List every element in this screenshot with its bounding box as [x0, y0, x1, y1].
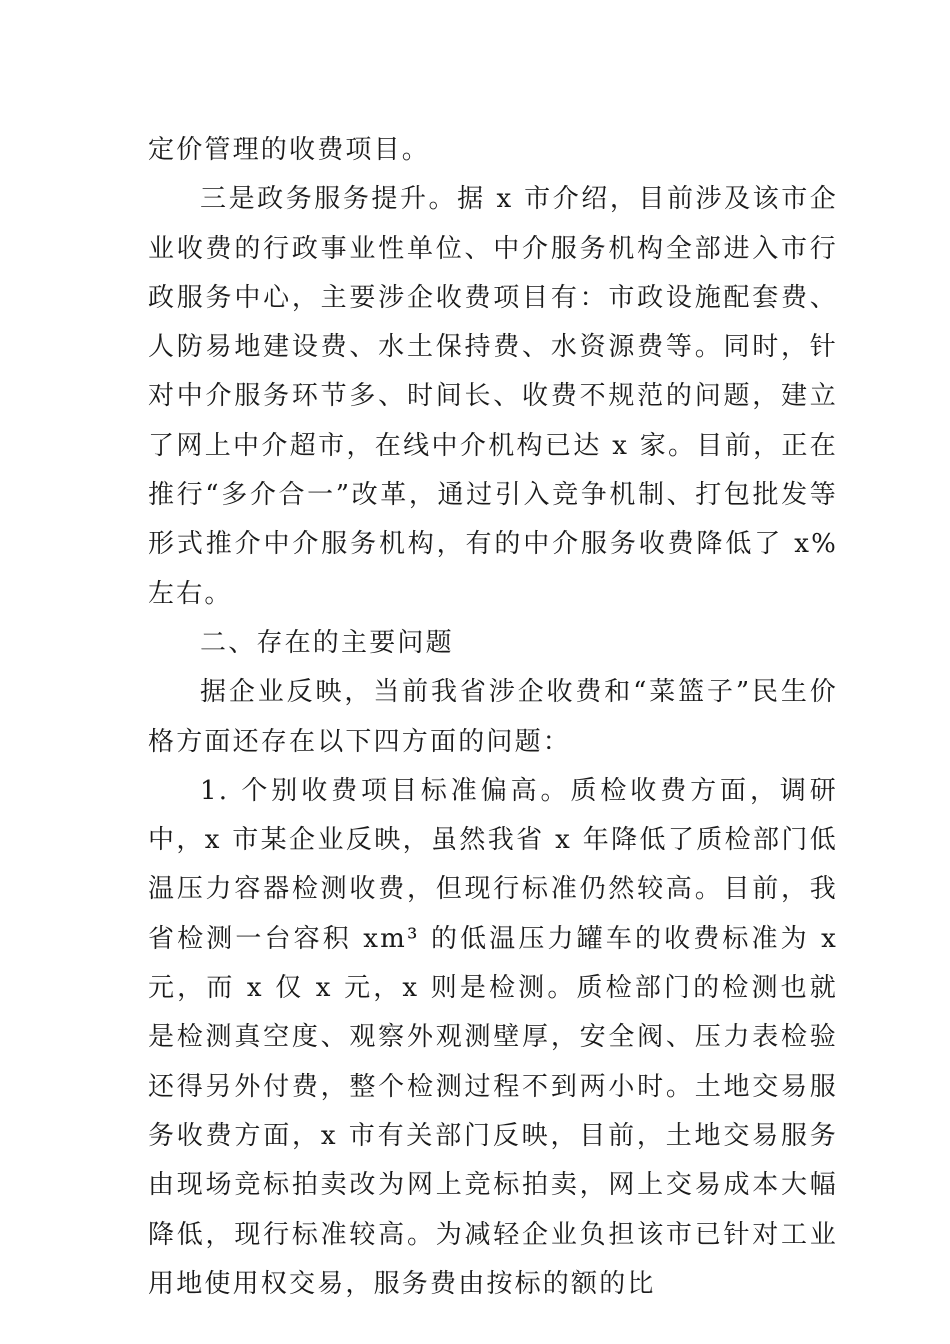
paragraph-3: 据企业反映，当前我省涉企收费和“菜篮子”民生价格方面还存在以下四方面的问题： [148, 677, 838, 757]
document-body [148, 126, 838, 1309]
section-heading: 二、存在的主要问题 [200, 627, 454, 658]
paragraph-1: 定价管理的收费项目。 [148, 135, 431, 165]
paragraph-2: 三是政务服务提升。据 x 市介绍，目前涉及该市企业收费的行政事业性单位、中介服务机构全部进入市行政服务中心，主要涉企收费项目有：市政设施配套费、人防易地建设费、水土保持费、水资源费等。同时，针对中介服务环节多、时间长、收费不规范的问题，建立了网上中介超市，在线中介机构已达 x 家。目前，正在推行“多介合一”改革，通过引入竞争机制、打包批发等形式推介中介服务机构，有的中介服务收费降低了 x%左右。 [148, 184, 838, 609]
paragraph-4: 1. 个别收费项目标准偏高。质检收费方面，调研中，x 市某企业反映，虽然我省 x 年降低了质检部门低温压力容器检测收费，但现行标准仍然较高。目前，我省检测一台容积 xm³ 的低温压力罐车的收费标准为 x 元，而 x 仅 x 元，x 则是检测。质检部门的检测也就是检测真空度、观察外观测壁厚，安全阀、压力表检验还得另外付费，整个检测过程不到两小时。土地交易服务收费方面，x 市有关部门反映，目前，土地交易服务由现场竞标拍卖改为网上竞标拍卖，网上交易成本大幅降低，现行标准较高。为减轻企业负担该市已针对工业用地使用权交易，服务费由按标的额的比 [148, 775, 838, 1299]
